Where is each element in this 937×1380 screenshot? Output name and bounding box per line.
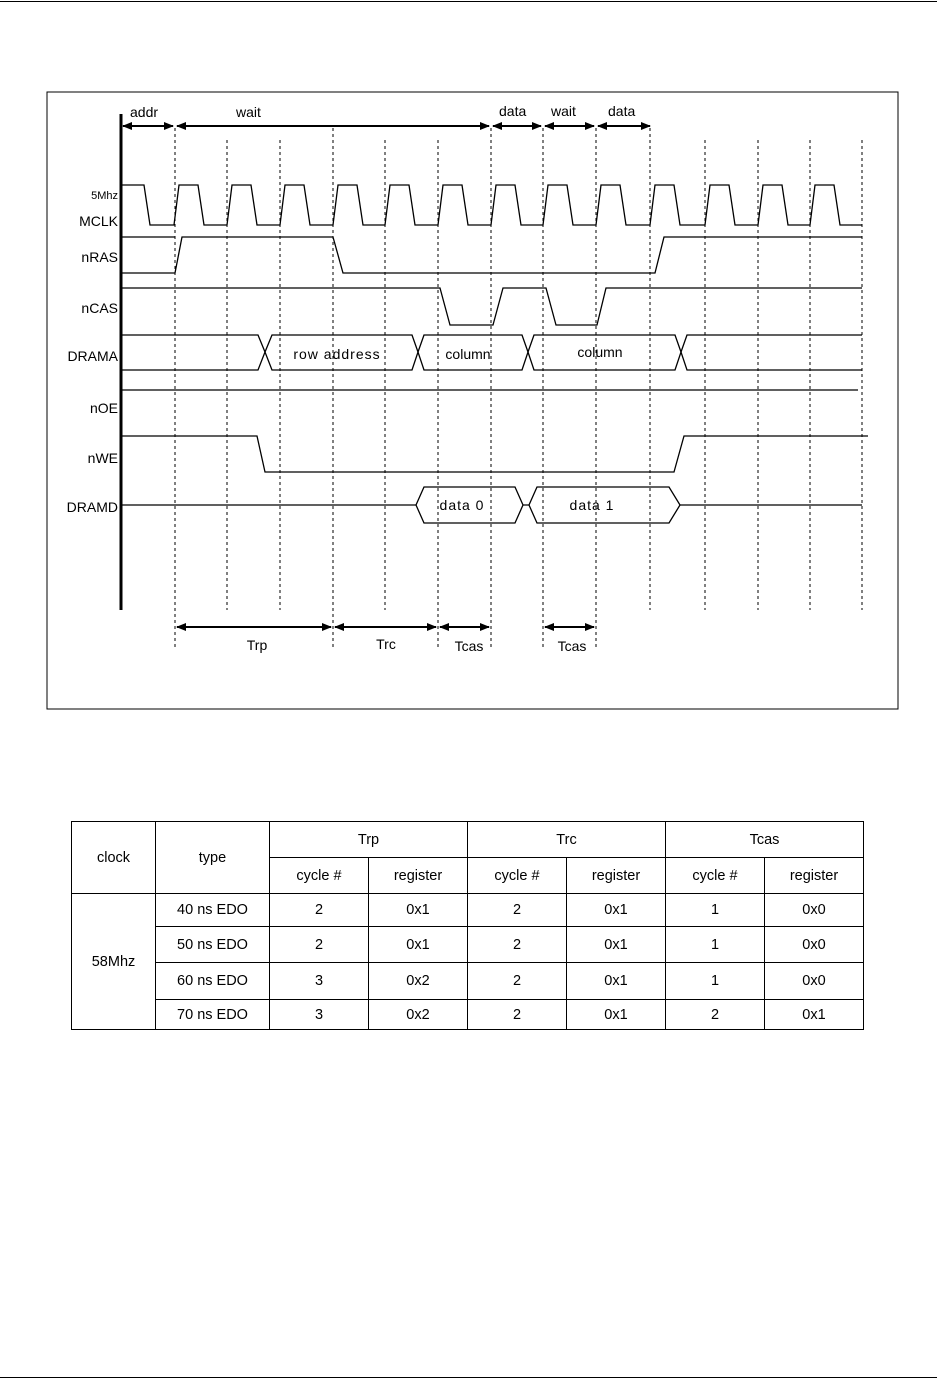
phase-addr: addr [130,104,159,120]
trp-register-cell: 0x2 [369,1000,468,1030]
tcas-cycle-cell: 1 [666,927,765,963]
trp-cycle-cell: 2 [270,894,369,927]
trp-cycle-cell: 2 [270,927,369,963]
subheader-register: register [765,858,864,894]
timing-trc: Trc [376,636,396,652]
phase-wait-2: wait [551,103,576,119]
dramd-data-0: data 0 [439,497,485,513]
tcas-register-cell: 0x0 [765,927,864,963]
dramd-data-1: data 1 [569,497,615,513]
header-clock: clock [72,822,156,894]
timing-tcas-2: Tcas [557,638,587,654]
trc-register-cell: 0x1 [567,894,666,927]
header-trc: Trc [468,822,666,858]
signal-label-ncas: nCAS [81,300,118,316]
signal-label-nras: nRAS [81,249,118,265]
type-cell: 50 ns EDO [156,927,270,963]
subheader-register: register [567,858,666,894]
trc-register-cell: 0x1 [567,1000,666,1030]
tcas-cycle-cell: 2 [666,1000,765,1030]
trc-cycle-cell: 2 [468,894,567,927]
timing-parameter-table [71,821,864,1030]
drama-row-address: row address [293,346,381,362]
trp-register-cell: 0x1 [369,927,468,963]
tcas-register-cell: 0x0 [765,963,864,1000]
clock-value: 58Mhz [72,894,156,1030]
header-type: type [156,822,270,894]
signal-label-noe: nOE [89,400,118,416]
header-trp: Trp [270,822,468,858]
type-cell: 60 ns EDO [156,963,270,1000]
signal-label-dramd: DRAMD [66,499,118,515]
trp-cycle-cell: 3 [270,1000,369,1030]
trp-register-cell: 0x2 [369,963,468,1000]
phase-data-2: data [608,103,636,119]
tcas-register-cell: 0x1 [765,1000,864,1030]
subheader-cycle: cycle # [468,858,567,894]
trc-register-cell: 0x1 [567,927,666,963]
timing-tcas: Tcas [454,638,484,654]
type-cell: 40 ns EDO [156,894,270,927]
table-row [72,963,864,1000]
subheader-cycle: cycle # [270,858,369,894]
table-row [72,927,864,963]
phase-wait: wait [236,104,261,120]
table-row [72,1000,864,1030]
dramd-bus [121,487,862,523]
subheader-register: register [369,858,468,894]
trc-cycle-cell: 2 [468,963,567,1000]
bottom-rule [0,1377,937,1378]
tcas-register-cell: 0x0 [765,894,864,927]
drama-column-2: column [577,344,623,360]
tcas-cycle-cell: 1 [666,963,765,1000]
table-row [72,894,864,927]
table-header-row [72,822,864,858]
trc-cycle-cell: 2 [468,1000,567,1030]
tcas-cycle-cell: 1 [666,894,765,927]
trp-cycle-cell: 3 [270,963,369,1000]
signal-label-mclk: MCLK [79,213,118,229]
clock-frequency-label: 5Mhz [91,190,118,202]
signal-label-nwe: nWE [87,450,118,466]
phase-data: data [499,103,527,119]
signal-label-drama: DRAMA [67,348,118,364]
nwe-waveform [121,436,868,472]
subheader-cycle: cycle # [666,858,765,894]
trc-register-cell: 0x1 [567,963,666,1000]
trc-cycle-cell: 2 [468,927,567,963]
type-cell: 70 ns EDO [156,1000,270,1030]
timing-trp: Trp [246,637,268,653]
ncas-waveform [121,288,862,325]
drama-column-1: column [445,346,491,362]
trp-register-cell: 0x1 [369,894,468,927]
header-tcas: Tcas [666,822,864,858]
